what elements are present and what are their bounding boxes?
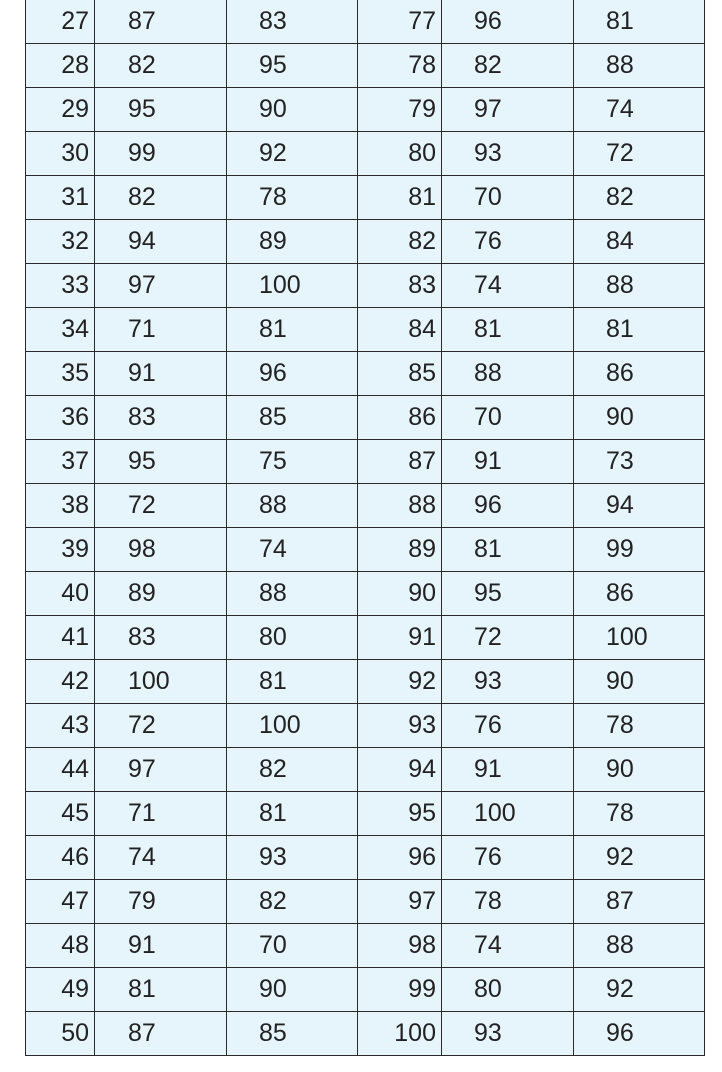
value-cell-col4: 93 xyxy=(442,660,574,704)
table-row xyxy=(26,484,705,528)
value-cell-col1: 74 xyxy=(95,836,227,880)
value-cell-col2: 70 xyxy=(227,924,358,968)
value-cell-col3: 91 xyxy=(358,616,442,660)
value-cell-col3: 80 xyxy=(358,132,442,176)
value-cell-col5: 92 xyxy=(574,968,705,1012)
value-cell-col5: 81 xyxy=(574,308,705,352)
value-cell-col4: 76 xyxy=(442,220,574,264)
value-cell-col2: 85 xyxy=(227,1012,358,1056)
table-row xyxy=(26,396,705,440)
value-cell-col5: 86 xyxy=(574,572,705,616)
row-number-cell: 31 xyxy=(26,176,95,220)
value-cell-col2: 88 xyxy=(227,572,358,616)
value-cell-col5: 82 xyxy=(574,176,705,220)
value-cell-col4: 88 xyxy=(442,352,574,396)
table-row xyxy=(26,924,705,968)
row-number-cell: 35 xyxy=(26,352,95,396)
value-cell-col5: 78 xyxy=(574,704,705,748)
value-cell-col2: 85 xyxy=(227,396,358,440)
row-number-cell: 46 xyxy=(26,836,95,880)
value-cell-col5: 92 xyxy=(574,836,705,880)
table-row xyxy=(26,0,705,44)
value-cell-col3: 82 xyxy=(358,220,442,264)
row-number-cell: 32 xyxy=(26,220,95,264)
row-number-cell: 29 xyxy=(26,88,95,132)
value-cell-col3: 89 xyxy=(358,528,442,572)
value-cell-col5: 88 xyxy=(574,924,705,968)
value-cell-col5: 99 xyxy=(574,528,705,572)
value-cell-col1: 71 xyxy=(95,792,227,836)
value-cell-col4: 76 xyxy=(442,704,574,748)
table-row xyxy=(26,88,705,132)
value-cell-col2: 89 xyxy=(227,220,358,264)
value-cell-col1: 99 xyxy=(95,132,227,176)
value-cell-col4: 72 xyxy=(442,616,574,660)
value-cell-col4: 82 xyxy=(442,44,574,88)
table-row xyxy=(26,748,705,792)
table-row xyxy=(26,1012,705,1056)
row-number-cell: 30 xyxy=(26,132,95,176)
value-cell-col2: 100 xyxy=(227,264,358,308)
table-row xyxy=(26,176,705,220)
table-row xyxy=(26,880,705,924)
value-cell-col5: 90 xyxy=(574,396,705,440)
value-cell-col3: 96 xyxy=(358,836,442,880)
value-cell-col2: 81 xyxy=(227,660,358,704)
value-cell-col1: 100 xyxy=(95,660,227,704)
value-cell-col3: 92 xyxy=(358,660,442,704)
value-cell-col2: 82 xyxy=(227,748,358,792)
value-cell-col3: 83 xyxy=(358,264,442,308)
value-cell-col3: 99 xyxy=(358,968,442,1012)
value-cell-col1: 72 xyxy=(95,704,227,748)
value-cell-col4: 91 xyxy=(442,440,574,484)
value-cell-col5: 78 xyxy=(574,792,705,836)
value-cell-col4: 93 xyxy=(442,1012,574,1056)
value-cell-col2: 90 xyxy=(227,88,358,132)
value-cell-col3: 85 xyxy=(358,352,442,396)
value-cell-col4: 95 xyxy=(442,572,574,616)
table-row xyxy=(26,528,705,572)
value-cell-col1: 89 xyxy=(95,572,227,616)
value-cell-col1: 94 xyxy=(95,220,227,264)
value-cell-col1: 95 xyxy=(95,440,227,484)
value-cell-col4: 80 xyxy=(442,968,574,1012)
value-cell-col5: 96 xyxy=(574,1012,705,1056)
value-cell-col5: 73 xyxy=(574,440,705,484)
value-cell-col4: 78 xyxy=(442,880,574,924)
value-cell-col3: 95 xyxy=(358,792,442,836)
value-cell-col3: 88 xyxy=(358,484,442,528)
table-row xyxy=(26,352,705,396)
value-cell-col2: 95 xyxy=(227,44,358,88)
value-cell-col2: 92 xyxy=(227,132,358,176)
row-number-cell: 43 xyxy=(26,704,95,748)
value-cell-col1: 82 xyxy=(95,44,227,88)
value-cell-col4: 81 xyxy=(442,308,574,352)
row-number-cell: 27 xyxy=(26,0,95,44)
value-cell-col4: 96 xyxy=(442,0,574,44)
value-cell-col3: 86 xyxy=(358,396,442,440)
value-cell-col2: 82 xyxy=(227,880,358,924)
value-cell-col5: 72 xyxy=(574,132,705,176)
row-number-cell: 50 xyxy=(26,1012,95,1056)
data-table-container xyxy=(25,0,705,1056)
value-cell-col5: 87 xyxy=(574,880,705,924)
row-number-cell: 45 xyxy=(26,792,95,836)
value-cell-col3: 77 xyxy=(358,0,442,44)
value-cell-col2: 81 xyxy=(227,792,358,836)
value-cell-col3: 94 xyxy=(358,748,442,792)
row-number-cell: 42 xyxy=(26,660,95,704)
value-cell-col1: 71 xyxy=(95,308,227,352)
row-number-cell: 33 xyxy=(26,264,95,308)
value-cell-col3: 100 xyxy=(358,1012,442,1056)
row-number-cell: 36 xyxy=(26,396,95,440)
table-row xyxy=(26,44,705,88)
row-number-cell: 39 xyxy=(26,528,95,572)
row-number-cell: 40 xyxy=(26,572,95,616)
value-cell-col2: 90 xyxy=(227,968,358,1012)
table-row xyxy=(26,572,705,616)
row-number-cell: 49 xyxy=(26,968,95,1012)
value-cell-col4: 74 xyxy=(442,264,574,308)
value-cell-col3: 98 xyxy=(358,924,442,968)
value-cell-col2: 81 xyxy=(227,308,358,352)
value-cell-col1: 95 xyxy=(95,88,227,132)
value-cell-col4: 100 xyxy=(442,792,574,836)
table-row xyxy=(26,660,705,704)
value-cell-col4: 70 xyxy=(442,176,574,220)
value-cell-col3: 78 xyxy=(358,44,442,88)
value-cell-col2: 100 xyxy=(227,704,358,748)
value-cell-col4: 96 xyxy=(442,484,574,528)
row-number-cell: 37 xyxy=(26,440,95,484)
value-cell-col2: 83 xyxy=(227,0,358,44)
row-number-cell: 28 xyxy=(26,44,95,88)
value-cell-col4: 91 xyxy=(442,748,574,792)
value-cell-col5: 90 xyxy=(574,748,705,792)
value-cell-col5: 94 xyxy=(574,484,705,528)
value-cell-col1: 72 xyxy=(95,484,227,528)
value-cell-col1: 91 xyxy=(95,352,227,396)
value-cell-col2: 80 xyxy=(227,616,358,660)
value-cell-col3: 90 xyxy=(358,572,442,616)
value-cell-col1: 87 xyxy=(95,0,227,44)
table-row xyxy=(26,220,705,264)
row-number-cell: 41 xyxy=(26,616,95,660)
row-number-cell: 48 xyxy=(26,924,95,968)
table-row xyxy=(26,132,705,176)
value-cell-col1: 98 xyxy=(95,528,227,572)
value-cell-col2: 88 xyxy=(227,484,358,528)
row-number-cell: 38 xyxy=(26,484,95,528)
value-cell-col1: 81 xyxy=(95,968,227,1012)
value-cell-col5: 84 xyxy=(574,220,705,264)
value-cell-col1: 83 xyxy=(95,616,227,660)
value-cell-col2: 96 xyxy=(227,352,358,396)
value-cell-col1: 83 xyxy=(95,396,227,440)
value-cell-col4: 74 xyxy=(442,924,574,968)
row-number-cell: 44 xyxy=(26,748,95,792)
table-row xyxy=(26,836,705,880)
value-cell-col1: 87 xyxy=(95,1012,227,1056)
value-cell-col5: 90 xyxy=(574,660,705,704)
value-cell-col5: 81 xyxy=(574,0,705,44)
table-row xyxy=(26,968,705,1012)
value-cell-col4: 76 xyxy=(442,836,574,880)
row-number-cell: 34 xyxy=(26,308,95,352)
value-cell-col3: 97 xyxy=(358,880,442,924)
value-cell-col1: 79 xyxy=(95,880,227,924)
value-cell-col2: 74 xyxy=(227,528,358,572)
table-row xyxy=(26,440,705,484)
table-row xyxy=(26,616,705,660)
table-row xyxy=(26,792,705,836)
value-cell-col1: 97 xyxy=(95,264,227,308)
data-table-body xyxy=(26,0,705,1056)
value-cell-col5: 86 xyxy=(574,352,705,396)
value-cell-col3: 81 xyxy=(358,176,442,220)
value-cell-col4: 70 xyxy=(442,396,574,440)
table-row xyxy=(26,704,705,748)
value-cell-col4: 93 xyxy=(442,132,574,176)
value-cell-col5: 88 xyxy=(574,44,705,88)
data-table xyxy=(25,0,705,1056)
value-cell-col4: 81 xyxy=(442,528,574,572)
value-cell-col2: 75 xyxy=(227,440,358,484)
table-row xyxy=(26,308,705,352)
value-cell-col4: 97 xyxy=(442,88,574,132)
value-cell-col2: 93 xyxy=(227,836,358,880)
value-cell-col1: 82 xyxy=(95,176,227,220)
value-cell-col5: 100 xyxy=(574,616,705,660)
value-cell-col2: 78 xyxy=(227,176,358,220)
value-cell-col3: 87 xyxy=(358,440,442,484)
value-cell-col3: 93 xyxy=(358,704,442,748)
value-cell-col5: 74 xyxy=(574,88,705,132)
value-cell-col5: 88 xyxy=(574,264,705,308)
value-cell-col3: 79 xyxy=(358,88,442,132)
row-number-cell: 47 xyxy=(26,880,95,924)
value-cell-col1: 91 xyxy=(95,924,227,968)
table-row xyxy=(26,264,705,308)
value-cell-col3: 84 xyxy=(358,308,442,352)
value-cell-col1: 97 xyxy=(95,748,227,792)
